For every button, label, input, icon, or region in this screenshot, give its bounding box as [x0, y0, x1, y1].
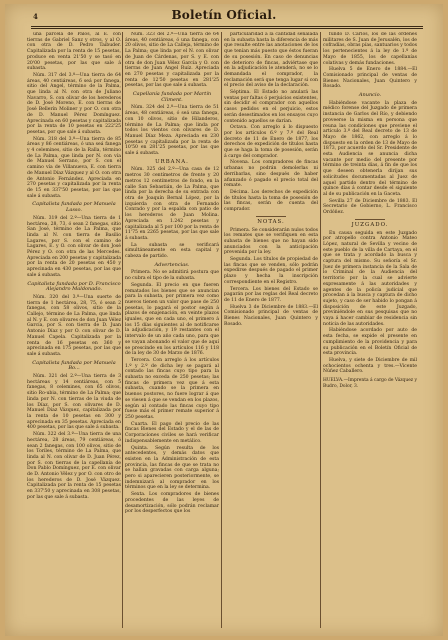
section-separator [355, 219, 385, 220]
paragraph: fundo D. Carlos, los de las órdenes militares de S. Juan de Jerusalén, los de cofradías, obras pías, santuarios y todos los pertenecientes á la ley de 1.º de Mayo de 1855, los de capellanías colativas y demás fundaciones. [323, 32, 417, 66]
paragraph: Núm. 324 del 2.º—Una tierra de 51 áreas, 48 centiáreas, ó seá una fanega, con 10 olivos, sitio de Hilanderos, término de La Palma; que linda por todos los vientos con olivares de D. Manuel Díaz Meza. Apreciada en 230 pesetas y capitalizada por la renta de 10'50 en 281'25 pesetas, por las que sale á subasta. [125, 105, 219, 157]
paragraph: Núm. 320 del 3.º—Una suerte de tierra de 1 hectárea, 28, 75, ó sean 2 fanegas, con 58 olivos, sitio de la Callejo, término de La Palma, que linda al N. y E. con olivares de don Juan Vélez García, por S. con tierra de D. Juan Antonio Díaz y por O. con olivar de D. Manuel Capela. Capitalizada por la renta de 16 pesetas en 360 y aprecinada en 175 pesetas, por las que sale á subasta. [27, 294, 121, 357]
paragraph: Huelva 5 de Enero de 1884.—El Comisionado principal de ventas de Bienes Nacionales, Juan Quintero y Rosado. [323, 67, 417, 90]
paragraph: Primera. No se admitirá postura que no cubra el tipo de la subasta. [125, 270, 219, 282]
section-heading: Advertencias. [154, 261, 190, 268]
paragraph: Núm. 321 del 2.º—Una tierra de 3 hectáreas y 14 centiáreas, con 5 fanegas, 8 celemines, con 65 olivos, sitio Ro-ubia, término de La Palma; que linda por N. con tierras de la viuda de los Díaz, por S. con olivares de D. Manuel Díaz Vázquez, capitalizada por la renta de 10 pesetas en 300 y aprecinada en 35 pesetas. Apreciada en 400 pesetas, por las que sale á subasta. [27, 374, 121, 431]
paragraph: Tercera. Los bienes del Estado se pagarán por las reglas del Real decreto de 11 de Enero de 1877. [224, 286, 318, 303]
text-column-2 [125, 32, 219, 630]
paragraph: Núm. 319 del 2.º—Una tierra de 1 hectárea, 28, 73, ó sean 2 fanegas, sitio San José, término de La Palma, que linda al N. con tierra de Basilio Lagares, por S. con el camino de Lagares, E. y O. con olivar de don José Pérez y O. con otra de las Mercedes. Apreciada en 200 pesetas y capitalizada por la renta de 20 pesetas en 450 y aprecinada en 430 pesetas, por las que sale á subasta. [27, 215, 121, 278]
paragraph: Décima. Los derechos de expedición de títulos hasta la toma de posesión de las fincas, serán de cuenta del comprador. [224, 189, 318, 213]
page-header [5, 4, 443, 28]
paragraph: Quinta. Según resulta de los antecedentes, y demás datos que existen en la Administración de esta provincia, las fincas de que se trata no se hallan gravadas con carga alguna; pero si aparecieren posteriormente, se indemnizará al comprador en los términos que en la ley se determina. [125, 445, 219, 491]
section-heading: JUZGADO. [351, 221, 389, 228]
page-number: 4 [33, 12, 38, 21]
text-column-1 [27, 32, 121, 630]
section-heading: Capitalista fundada por D. Francisco Alejandro Maldonado. [27, 280, 121, 293]
paragraph: Segunda. El precio en que fueren rematados los bienes que se anuncian para la subasta, por primera vez como nuevos tienen un valor que pase de 250 pesetas, lo pagará el postor según á plazos de enajenación, en veinte plazos iguales, que en cada uno, el primero á los 15 días siguientes al de notificarse la adjudicación, y 19 restantes con el intervalo de un año cada uno, para que se vayan abonando el valor que de aquí se prescinde en los artículos 116 y 118 de la ley de 30 de Marzo de 1876. [125, 282, 219, 357]
paragraph: Sevilla 27 de Diciembre de 1883. El Secretario de Gobierno, L. Francisco Ordóñez. [323, 198, 417, 216]
paragraph: Tercera. Con arreglo á los artículos 1.º y 2.º de dicha ley se pagará al contado las fincas cuyo tipo para la subasta no exceda de 250 pesetas; las fincas de primera vez que á esta subasta, cuando se la primera en buenos postores, no fuere lograr á que se viesen á que se vendan en los plazos, según al contado las fincas cuyo tipo fuese más el primer remate superior á 250 pesetas. [125, 357, 219, 420]
imprint-line: HUELVA.—Imprenta á cargo de Vázquez y Budro, Dolor, 3. [323, 378, 417, 389]
section-heading: Capitalista fundada por Manuela Bo... [32, 359, 116, 372]
paragraph: En causa seguida en este Juzgado por atropello contra Antonio Mateo López, natural de Sevilla y vecino de este pueblo de la villa de Cartaya, en el que se trata y acordado la busca y captura del mismo. Su señoría el Sr. Juez de primera instancia de la Sala de lo Criminal de la Audiencia del territorio por la cual se advierte expresamente á las autoridades y agentes de la policía judicial que procedan á la busca y captura de dicho sujeto, y caso de ser habido lo pongan á disposición de este Juzgado, previniéndole en sus pesquisas que no vaya á hacer cambiar de residencia sin noticia de las autoridades. [323, 230, 417, 327]
paragraph: Habiéndose acordado por auto de esta fecha, se expide el presente en cumplimiento de la providencia y para su publicación en el Boletín Oficial de esta provincia. [323, 328, 417, 357]
section-heading: URBANA. [155, 158, 189, 165]
paragraph: Primera. Se considerarán nulos todos los remates que se verifiquen en esta subasta de bienes que no hayan sido anunciados con la anticipación prevenida por la ley. [224, 227, 318, 256]
paragraph: Novena. Los compradores de fincas urbanas no podrán demolerlas ni derribarlas, sino después de haber afianzado ó pagado el precio total del remate. [224, 160, 318, 189]
header-rule [31, 26, 423, 27]
column-divider [221, 32, 222, 628]
paragraph: Huelva, y siete de Diciembre de mil ochocientos ochenta y tres.—Vicente Núñez Caballero. [323, 357, 417, 375]
paragraph: Octava. Con arreglo á lo dispuesto por los artículos 6.º y 7.º del Real decreto de 11 de Enero de 1877, los derechos de expedición de títulos hasta que se haga la toma de posesión, serán á cargo del comprador. [224, 125, 318, 159]
paragraph: Núm. 318 del 3.º—Una tierra de 85 áreas y 86 centiáreas, ó una seá fanega y 4 celemines, sitio de la Ralla, término de La Palma, que linda por N. con vía de Manuel Serrano, por S. con el camino vía de Villanueva, E. con tierra de Manuel Díaz Vázquez y al O. con otra de Antonio Fernández. Apreciada en 270 pesetas y capitalizada por la renta de 15 en 337'50 pesetas, por las que sale á subasta. [27, 136, 121, 199]
section-heading: Anuncio. [358, 92, 382, 99]
section-separator [256, 216, 286, 217]
page-title: Boletín Oficial. [171, 8, 277, 22]
paragraph: Cuarta. El pago del precio de las fincas Bienes del Estado y el de las de Corporaciones civiles se hará verificar indispensablemente en metálico. [125, 421, 219, 444]
paragraph: Núm. 325 del 2.º—Una casa de 12 metros 30 centímetros de frente y 20 metros 12 centímetros de fondo, en la calle San Sebastián, de La Palma, que linda por la derecha de su entrada con otra de Joaquín Bernal López, por la izquierda con otra de Fernando Conrado y por la espalda con patio de los herederos de Juan Molina. Apreciada en 1.242 pesetas y capitalizada al 5 por 100 por la renta de 11'75 en 2265 pesetas, por las que sale á subasta. [125, 167, 219, 241]
paragraph: una parcela de Palos, al E. con tierras de Gabriel Sanz y otros, y al O. con otra de D. Pedro Taibuder. Capitalizada por la renta de 15 pesetas, produce en venta 21'50 y se tasó en 20'00 pesetas, por las que sale á subasta. [27, 32, 121, 72]
paragraph: Sexta. Los compradores de bienes procedentes de las leyes de desamortización, sólo podrán reclamar por los desperfectos que los [125, 492, 219, 515]
text-column-4 [323, 32, 417, 630]
section-heading: NOTAS. [257, 218, 285, 225]
paragraph: Núm. 317 del 3.º—Una tierra de 64 áreas, 40 centiáreas, 6 seá por fanega, sitio del Angel, término de la Palma, que linda al N. con otra de Juliano Navarro, S. con olivar de los herederos de D. José Moreno, E. con tierras de José Bellerín Moliner y por O. con otra de D. Manuel Pérez Domínguez. Aprecinada en 60 pesetas y capitalizada por la renta de 10 pesetas en 222'25 pesetas, por que sale á subasta. [27, 72, 121, 135]
column-divider [122, 32, 123, 628]
header-rule [31, 28, 423, 29]
paragraph: Núm. 323 del 2.º—Una tierra de 64 áreas, 40 centiáreas, ó una fanega, con 20 olivos, sitio de La Calleja, término de La Palma; que linda por el N. con olivar de Juan de Cárdenas, por S. y E. con otra de don Juan Vélez García y O. con tierras de Juan Angel Ruíz. Apreciada en 270 pesetas y capitalizada por la renta de 12'50 pesetas en 281'25 pesetas, por las que sale á subasta. [125, 32, 219, 89]
paragraph: particularidad á la cantidad señalada en la subasta hasta la diferencia de más que resulte entre las anotaciones de los que tenían más puesto que éstos fueran de su posesión. En caso de denuncias de deterioro de fincas, adviértase que en la adjudicación le atenderá, no se lo demandada el comprador, la reclamación será que tenga lugar si con el precio del aviso de la declaración. [224, 32, 318, 89]
section-heading: Capellanía fundada por Martín Climent. [132, 91, 212, 103]
paragraph: Séptima. El Estado no anulará las ventas por faltas ó perjuicios existentes, sin decidir el comprador con aquellos casos pedidos en el perjuicio, estos serán desestimados en los ensayos cuyo contenido aquellos se darían. [224, 90, 318, 124]
section-heading: Capitalista fundada por Manuela Lasso. [32, 201, 116, 214]
paragraph: Huelva 3 de Diciembre de 1883.—El Comisionado principal de ventas de Bienes Nacionales, Juan Quintero y Rosado. [224, 304, 318, 327]
paragraph: La subasta se verificará simultáneamente en esta capital y cabeza de partido. [125, 242, 219, 260]
paragraph: Núm. 322 del 3.º—Una tierra de una hectárea, 28 áreas, 79 centiáreas, ó sean 2 fanegas, con 100 olivos, sitio de los Toriles, término de La Palma, que linda al N. con olivar de D. Juan Pérez, por S. con tierras de la capellanía de Don Pablo Domínguez, por E. con olivar de D. Antonio Vélez y por O. con otro de los herederos de D. José Vázquez. Capitalizada por la renta de 15 pesetas en 337'50 y aprecinada en 308 pesetas, por las que sale á subasta. [27, 432, 121, 500]
column-divider [320, 32, 321, 628]
paragraph: Segunda. Los títulos de propiedad de las fincas que se venden, sólo podrán expedirse después de pagado el primer plazo y hecha la inscripción correspondiente en el Registro. [224, 257, 318, 285]
text-column-3 [224, 32, 318, 630]
newspaper-page [5, 4, 443, 636]
paragraph: Habiéndose vacante la plaza de médico forense del Juzgado de primera instancia de Garlos del Río, y debiendo proveerse la misma en persona que reuna las condiciones que previene el artículo 3.º del Real decreto de 13 de Mayo de 1862, con arreglo á lo dispuesto en la orden de 13 de Mayo de 1873, por acuerdo del Sr. Presidente de esta Audiencia se anuncia dicha vacante por medio del presente por término de treinta días, á fin de que los que deseen obtenerla dirijan sus solicitudes documentadas al Juez de aquel partido dentro del término de quince días á contar desde el siguiente al de su publicación en la Gaceta. [323, 100, 417, 197]
